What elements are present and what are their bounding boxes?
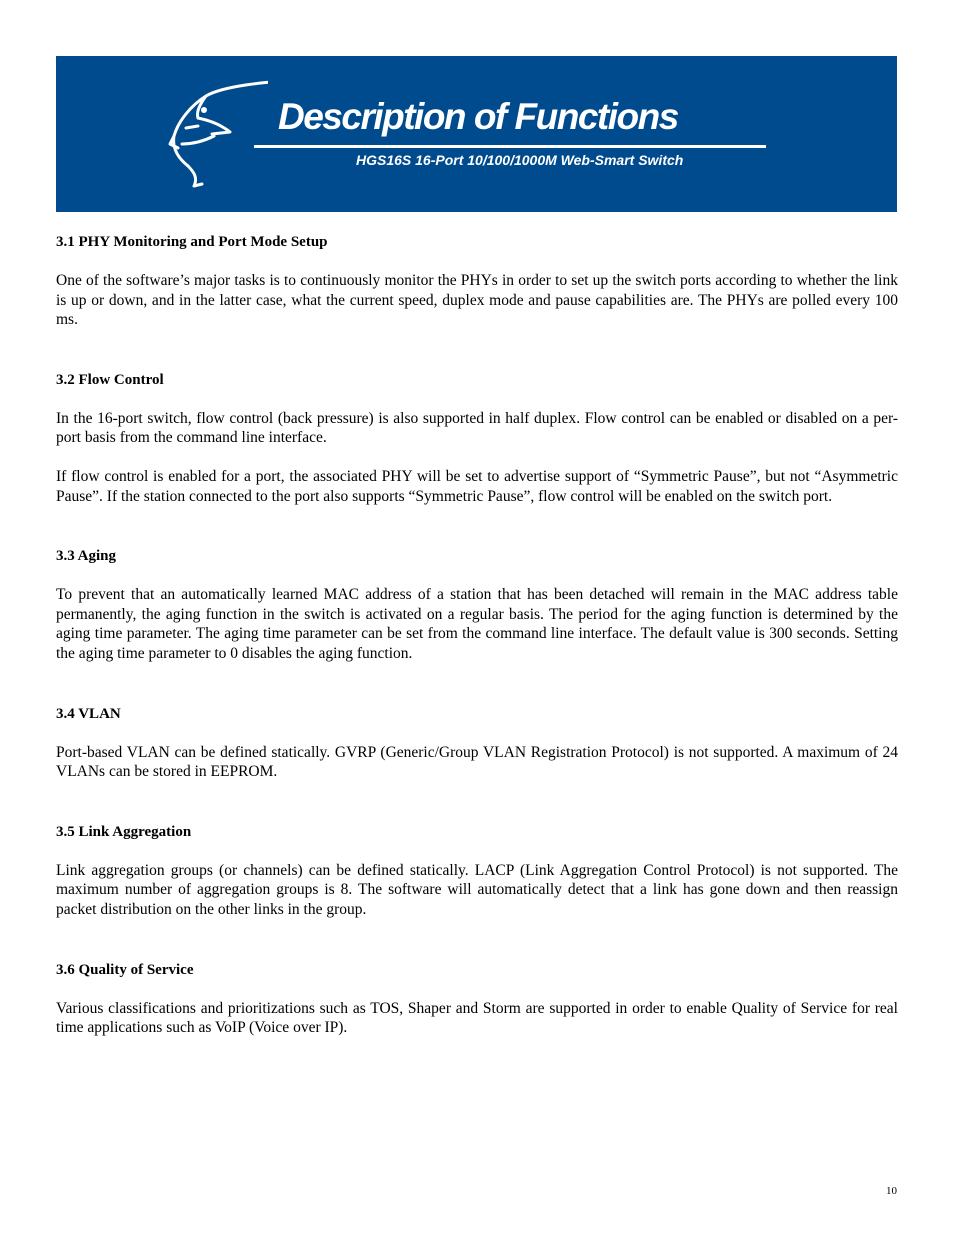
section-quality-of-service (56, 960, 898, 1038)
banner-divider (254, 145, 766, 148)
section-paragraph: If flow control is enabled for a port, the associated PHY will be set to advertise support of “Symmetric Pause”, but not “Asymmetric Pause”. If the station connected to the port also supports “Symmetric Pause”, flow control will be enabled on the switch port. (56, 467, 898, 505)
section-link-aggregation (56, 822, 898, 920)
section-vlan (56, 704, 898, 782)
section-phy-monitoring (56, 232, 898, 330)
section-paragraph: To prevent that an automatically learned MAC address of a station that has been detached will remain in the MAC address table permanently, the aging function in the switch is activated on a regular basis. The period for the aging function is determined by the aging time parameter. The aging time parameter can be set from the command line interface. The default value is 300 seconds. Setting the aging time parameter to 0 disables the aging function. (56, 586, 898, 662)
header-banner (56, 56, 897, 212)
section-paragraph: One of the software’s major tasks is to continuously monitor the PHYs in order to set up the switch ports according to whether the link is up or down, and in the latter case, what the current speed, duplex mode and pause capabilities are. The PHYs are polled every 100 ms. (56, 272, 898, 329)
section-paragraph: Port-based VLAN can be defined statically. GVRP (Generic/Group VLAN Registration Protocol) is not supported. A maximum of 24 VLANs can be stored in EEPROM. (56, 743, 898, 781)
section-heading: 3.4 VLAN (56, 705, 121, 722)
section-heading: 3.3 Aging (56, 548, 117, 565)
banner-subtitle: HGS16S 16-Port 10/100/1000M Web-Smart Switch (356, 152, 684, 168)
section-paragraph: Link aggregation groups (or channels) can be defined statically. LACP (Link Aggregation Control Protocol) is not supported. The maximum number of aggregation groups is 8. The software will automatically detect that a link has gone down and then reassign packet distribution on the other links in the group. (56, 861, 898, 918)
section-heading: 3.1 PHY Monitoring and Port Mode Setup (56, 234, 328, 250)
banner-title: Description of Functions (278, 96, 678, 137)
section-flow-control (56, 370, 898, 506)
eagle-head-icon (168, 74, 268, 192)
page-number: 10 (886, 1185, 897, 1197)
section-heading: 3.2 Flow Control (56, 371, 164, 388)
section-heading: 3.5 Link Aggregation (56, 823, 192, 840)
section-paragraph: In the 16-port switch, flow control (back pressure) is also supported in half duplex. Flow control can be enabled or disabled on a per-port basis from the command line interface. (56, 409, 898, 447)
section-heading: 3.6 Quality of Service (56, 961, 194, 978)
document-body (56, 232, 898, 1078)
section-paragraph: Various classifications and prioritizations such as TOS, Shaper and Storm are supported in order to enable Quality of Service for real time applications such as VoIP (Voice over IP). (56, 999, 898, 1037)
section-aging (56, 546, 898, 663)
